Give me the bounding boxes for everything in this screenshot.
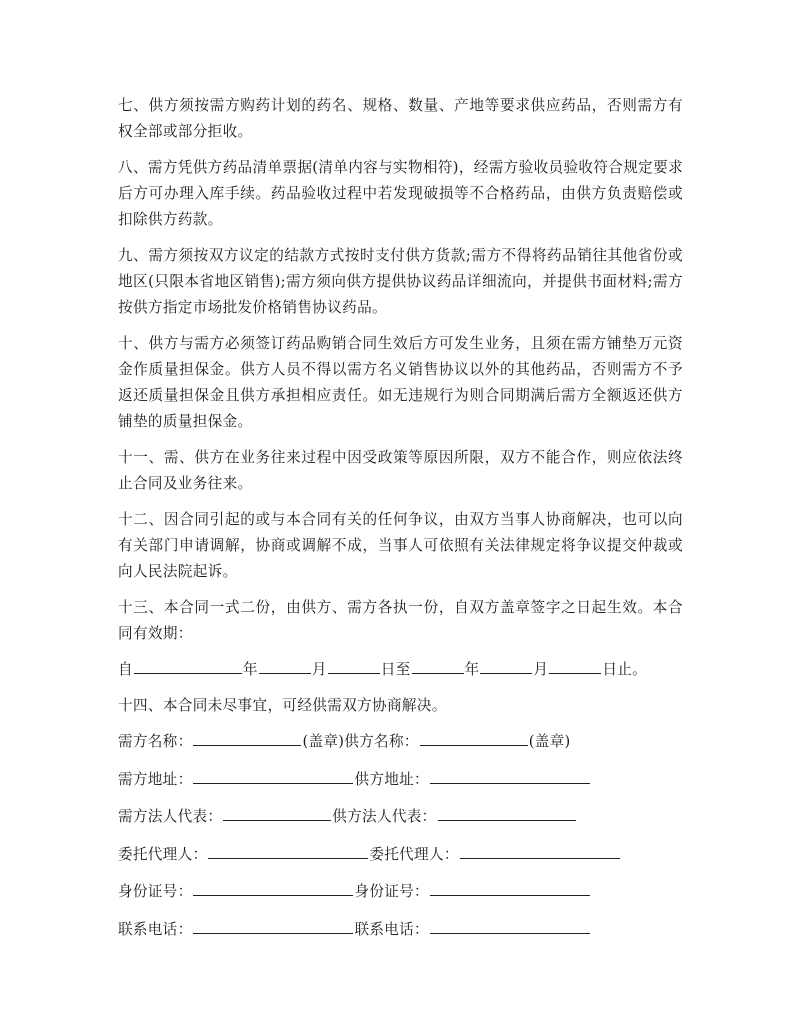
supplier-id-blank[interactable] [430,879,590,896]
end-month-blank[interactable] [480,657,532,674]
supplier-phone-label: 联系电话： [354,920,429,938]
signature-row-agent [118,842,683,868]
clause-9: 九、需方须按双方议定的结款方式按时支付供方货款;需方不得将药品销往其他省份或地区(只限本省地区销售);需方须向供方提供协议药品详细流向，并提供书面材料;需方按供方指定市场批发价格销售协议药品。 [118,247,683,316]
buyer-phone-label: 联系电话： [118,920,193,938]
clause-10: 十、供方与需方必须签订药品购销合同生效后方可发生业务，且须在需方铺垫万元资金作质量担保金。供方人员不得以需方名义销售协议以外的其他药品，否则需方不予返还质量担保金且供方承担相应责任。如无违规行为则合同期满后需方全额返还供方铺垫的质量担保金。 [118,335,683,430]
buyer-name-label: 需方名称： [118,733,193,750]
term-from: 自 [118,661,133,678]
term-day-end: 日止。 [602,661,648,678]
buyer-id-label: 身份证号： [118,883,193,900]
supplier-legal-rep-blank[interactable] [438,804,576,821]
signature-row-address [118,767,683,793]
buyer-address-label: 需方地址： [118,770,193,788]
clause-7: 七、供方须按需方购药计划的药名、规格、数量、产地等要求供应药品，否则需方有权全部或部分拒收。 [118,97,683,140]
buyer-phone-blank[interactable] [193,917,353,934]
supplier-address-label: 供方地址： [354,770,429,788]
supplier-agent-blank[interactable] [460,842,620,859]
signature-row-legal-rep [118,804,683,830]
buyer-address-blank[interactable] [193,767,353,784]
buyer-name-blank[interactable] [193,729,301,746]
term-year-1: 年 [242,661,258,678]
supplier-phone-blank[interactable] [430,917,590,934]
supplier-legal-rep-label: 供方法人代表： [332,808,437,825]
supplier-seal-label: (盖章) [528,733,571,750]
signature-row-phone [118,917,683,943]
buyer-agent-label: 委托代理人： [118,845,208,863]
buyer-seal-label: (盖章) [302,733,345,750]
end-day-blank[interactable] [549,657,601,674]
supplier-address-blank[interactable] [430,767,590,784]
supplier-agent-label: 委托代理人： [369,845,459,863]
start-year-blank[interactable] [134,657,242,674]
start-month-blank[interactable] [259,657,311,674]
supplier-name-blank[interactable] [420,729,528,746]
term-month-2: 月 [533,661,549,678]
clause-11: 十一、需、供方在业务往来过程中因受政策等原因所限，双方不能合作，则应依法终止合同及业务往来。 [118,449,683,492]
clause-13: 十三、本合同一式二份，由供方、需方各执一份，自双方盖章签字之日起生效。本合同有效期： [118,599,683,642]
signature-row-name [118,729,683,755]
validity-period-line [118,657,683,683]
contract-page [118,93,683,954]
clause-8: 八、需方凭供方药品清单票据(清单内容与实物相符)，经需方验收员验收符合规定要求后方可办理入库手续。药品验收过程中若发现破损等不合格药品，由供方负责赔偿或扣除供方药款。 [118,159,684,228]
start-day-blank[interactable] [328,657,380,674]
term-year-2: 年 [464,661,480,678]
end-year-blank[interactable] [412,657,464,674]
buyer-id-blank[interactable] [193,879,353,896]
term-day-to: 日至 [380,661,411,678]
supplier-name-label: 供方名称： [344,733,419,750]
buyer-legal-rep-blank[interactable] [223,804,331,821]
buyer-agent-blank[interactable] [208,842,368,859]
supplier-id-label: 身份证号： [354,883,429,900]
clause-12: 十二、因合同引起的或与本合同有关的任何争议，由双方当事人协商解决，也可以向有关部门申请调解，协商或调解不成，当事人可依照有关法律规定将争议提交仲裁或向人民法院起诉。 [118,511,683,580]
buyer-legal-rep-label: 需方法人代表： [118,808,223,825]
term-month-1: 月 [311,661,327,678]
signature-row-id [118,879,683,905]
clause-14: 十四、本合同未尽事宜，可经供需双方协商解决。 [118,697,447,714]
